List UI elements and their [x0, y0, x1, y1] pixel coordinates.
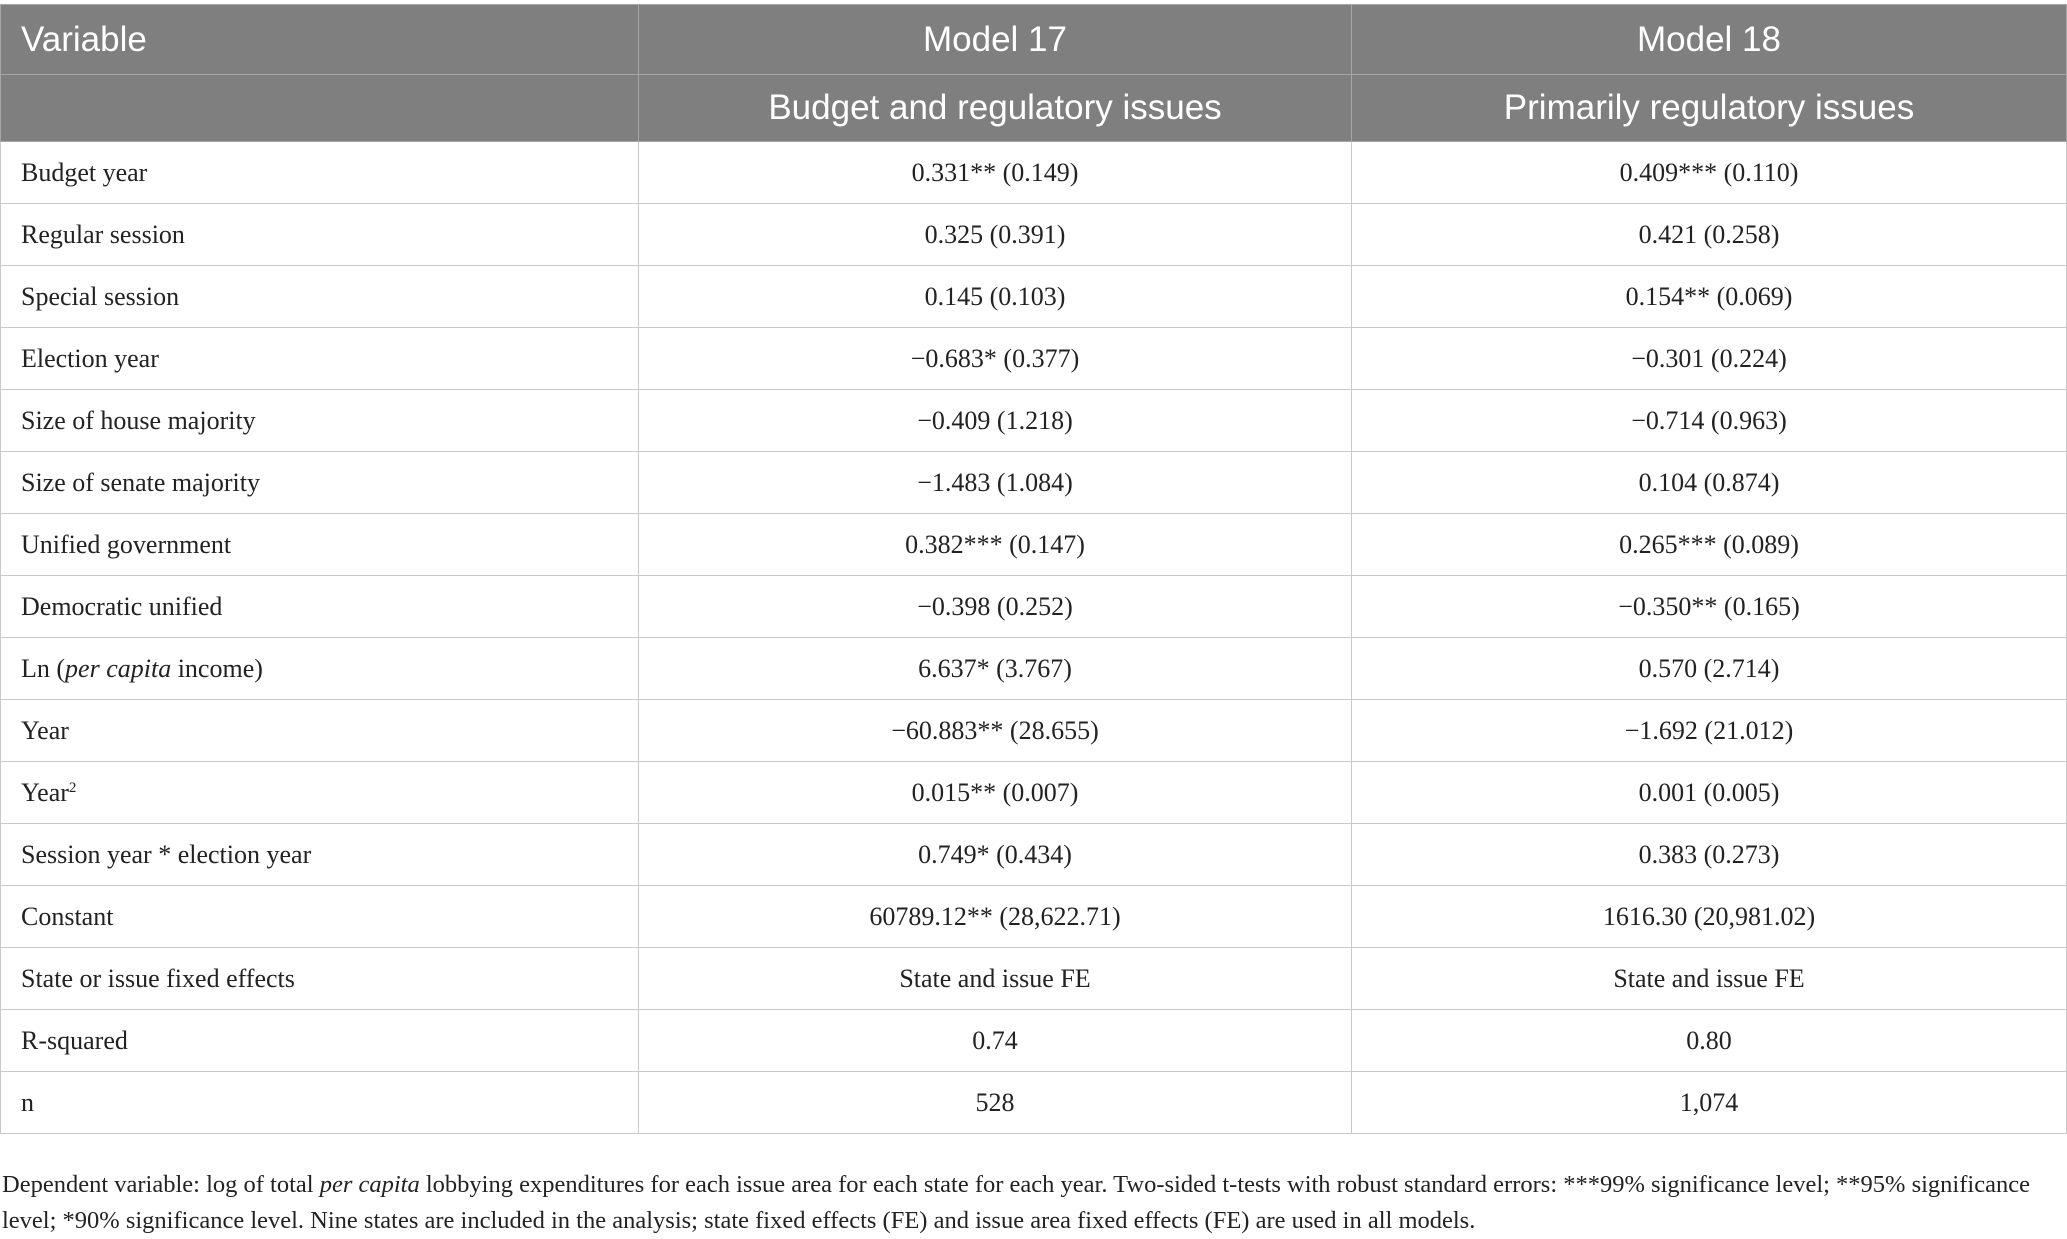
variable-cell: n — [1, 1072, 639, 1134]
variable-cell: Special session — [1, 266, 639, 328]
header-variable: Variable — [1, 5, 639, 75]
variable-cell: Election year — [1, 328, 639, 390]
variable-label-em: per capita — [65, 653, 172, 683]
model-18-value: −0.301 (0.224) — [1352, 328, 2067, 390]
table-row — [1, 700, 2067, 762]
table-row — [1, 390, 2067, 452]
model-17-value: −1.483 (1.084) — [639, 452, 1352, 514]
table-row — [1, 514, 2067, 576]
variable-cell: State or issue fixed effects — [1, 948, 639, 1010]
footnote-text-start: Dependent variable: log of total — [2, 1170, 320, 1198]
header-empty-cell — [1, 75, 639, 142]
regression-results-table — [0, 4, 2067, 1134]
model-17-value: 60789.12** (28,622.71) — [639, 886, 1352, 948]
model-18-value: 0.421 (0.258) — [1352, 204, 2067, 266]
variable-cell: R-squared — [1, 1010, 639, 1072]
footnote-text-end: lobbying expenditures for each issue area for each state for each year. Two-sided t-tests with robust standard errors: ***99% significance level; **95% significance level; *90% significance level. Nine states are included in the analysis; state fixed effects (FE) and issue area fixed effects (FE) are used in all models. — [2, 1170, 2030, 1234]
variable-cell: Size of senate majority — [1, 452, 639, 514]
model-18-value: −0.350** (0.165) — [1352, 576, 2067, 638]
variable-label-sup: 2 — [68, 779, 77, 796]
table-row — [1, 576, 2067, 638]
table-body — [1, 142, 2067, 1134]
model-17-value: −0.409 (1.218) — [639, 390, 1352, 452]
variable-cell: Size of house majority — [1, 390, 639, 452]
header-model-18-subtitle: Primarily regulatory issues — [1352, 75, 2067, 142]
model-18-value: 0.265*** (0.089) — [1352, 514, 2067, 576]
model-18-value: −1.692 (21.012) — [1352, 700, 2067, 762]
model-18-value: 1,074 — [1352, 1072, 2067, 1134]
variable-cell: Budget year — [1, 142, 639, 204]
variable-label-part: Year — [21, 777, 69, 807]
table-row — [1, 886, 2067, 948]
variable-cell: Regular session — [1, 204, 639, 266]
model-17-value: 0.145 (0.103) — [639, 266, 1352, 328]
footnote-italic-per-capita: per capita — [319, 1170, 420, 1198]
model-17-value: 0.74 — [639, 1010, 1352, 1072]
table-row — [1, 824, 2067, 886]
model-17-value: 528 — [639, 1072, 1352, 1134]
header-model-18: Model 18 — [1352, 5, 2067, 75]
model-18-value: 0.104 (0.874) — [1352, 452, 2067, 514]
variable-cell: Year — [1, 700, 639, 762]
model-17-value: 0.331** (0.149) — [639, 142, 1352, 204]
variable-cell: Democratic unified — [1, 576, 639, 638]
table-row — [1, 452, 2067, 514]
model-18-value: 0.570 (2.714) — [1352, 638, 2067, 700]
variable-cell: Unified government — [1, 514, 639, 576]
table-row — [1, 1072, 2067, 1134]
model-17-value: 0.325 (0.391) — [639, 204, 1352, 266]
model-17-value: −0.398 (0.252) — [639, 576, 1352, 638]
variable-cell: Constant — [1, 886, 639, 948]
model-17-value: 0.015** (0.007) — [639, 762, 1352, 824]
model-18-value: State and issue FE — [1352, 948, 2067, 1010]
model-17-value: 0.749* (0.434) — [639, 824, 1352, 886]
table-row — [1, 1010, 2067, 1072]
header-model-17: Model 17 — [639, 5, 1352, 75]
model-18-value: 0.80 — [1352, 1010, 2067, 1072]
model-17-value: State and issue FE — [639, 948, 1352, 1010]
header-model-17-subtitle: Budget and regulatory issues — [639, 75, 1352, 142]
header-row-models — [1, 5, 2067, 75]
model-18-value: 1616.30 (20,981.02) — [1352, 886, 2067, 948]
table-row — [1, 328, 2067, 390]
model-18-value: 0.383 (0.273) — [1352, 824, 2067, 886]
table-row — [1, 638, 2067, 700]
table-row — [1, 266, 2067, 328]
model-18-value: 0.154** (0.069) — [1352, 266, 2067, 328]
variable-label-part: income) — [171, 653, 263, 683]
model-17-value: 6.637* (3.767) — [639, 638, 1352, 700]
table-footnote — [2, 1167, 2064, 1239]
model-18-value: −0.714 (0.963) — [1352, 390, 2067, 452]
variable-cell: Session year * election year — [1, 824, 639, 886]
variable-cell — [1, 762, 639, 824]
model-17-value: −0.683* (0.377) — [639, 328, 1352, 390]
table-row — [1, 762, 2067, 824]
variable-cell — [1, 638, 639, 700]
model-18-value: 0.001 (0.005) — [1352, 762, 2067, 824]
table-header — [1, 5, 2067, 142]
table-row — [1, 204, 2067, 266]
model-17-value: 0.382*** (0.147) — [639, 514, 1352, 576]
table-row — [1, 142, 2067, 204]
table-row — [1, 948, 2067, 1010]
model-18-value: 0.409*** (0.110) — [1352, 142, 2067, 204]
variable-label-part: Ln ( — [21, 653, 66, 683]
header-row-subtitles — [1, 75, 2067, 142]
model-17-value: −60.883** (28.655) — [639, 700, 1352, 762]
